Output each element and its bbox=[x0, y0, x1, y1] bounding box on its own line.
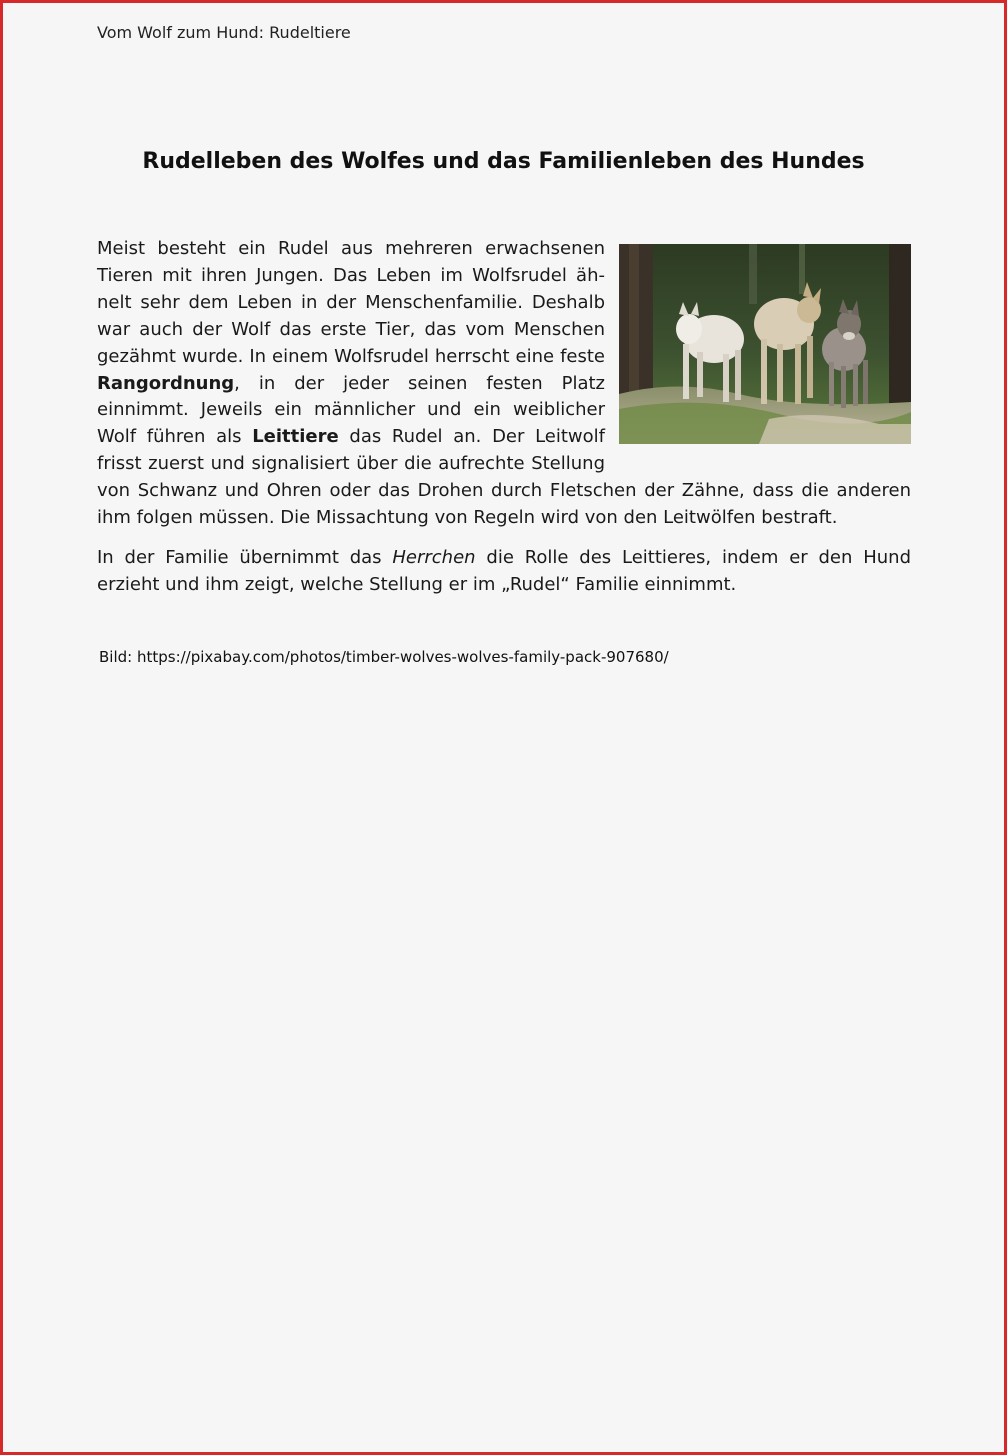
term-herrchen: Herrchen bbox=[392, 546, 476, 568]
paragraph-1-part-2: , in der jeder seinen festen Platz einnimmt. Jeweils ein männlicher und ein weiblicher Wolf führen als bbox=[97, 372, 605, 448]
term-rangordnung: Rangordnung bbox=[97, 372, 235, 394]
paragraph-1-part-1: Meist besteht ein Rudel aus mehreren erwachsenen Tieren mit ihren Jungen. Das Leben im Wolfsrudel ähnelt sehr dem Leben in der Menschenfamilie. Deshalb war auch der Wolf das erste Tier, das vom Menschen gezähmt wurde. In einem Wolfsrudel herrscht eine feste bbox=[97, 238, 605, 367]
paragraph-2-part-2: die Rolle des Leittieres, indem er den Hund erzieht und ihm zeigt, welche Stellung er im „Rudel“ Familie einnimmt. bbox=[97, 546, 911, 595]
paragraph-2 bbox=[97, 545, 911, 599]
page-title: Rudelleben des Wolfes und das Familienleben des Hundes bbox=[142, 149, 865, 174]
wolves-photo bbox=[619, 244, 911, 444]
paragraph-1-part-3: das Rudel an. Der Leitwolf frisst zuerst und signalisiert über die aufrechte Stellung von Schwanz und Ohren oder das Drohen durch Fletschen der Zähne, dass die anderen ihm folgen müssen. Die Missachtung von Regeln wird von den Leitwölfen bestraft. bbox=[97, 426, 911, 529]
image-caption: Bild: https://pixabay.com/photos/timber-wolves-wolves-family-pack-907680/ bbox=[99, 648, 669, 666]
term-leittiere: Leittiere bbox=[252, 426, 339, 448]
article-body bbox=[97, 236, 911, 599]
running-header: Vom Wolf zum Hund: Rudeltiere bbox=[97, 23, 351, 42]
paragraph-2-part-1: In der Familie übernimmt das bbox=[97, 546, 393, 568]
